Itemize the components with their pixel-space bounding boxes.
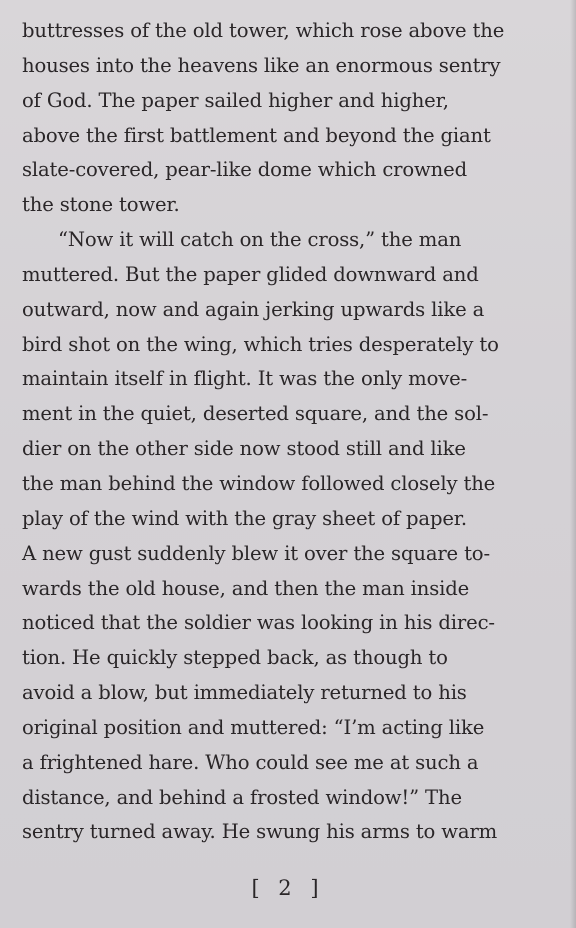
text-line-6: the stone tower. [22, 193, 180, 217]
text-line-20: avoid a blow, but immediately returned to his [22, 681, 467, 705]
text-line-23: distance, and behind a frosted window!” The [22, 785, 462, 809]
text-line-22: a frightened hare. Who could see me at such a [22, 750, 479, 774]
text-line-8: muttered. But the paper glided downward and [22, 262, 479, 286]
body-text [22, 14, 568, 850]
text-line-4: above the first battlement and beyond the giant [22, 123, 491, 147]
text-line-1: buttresses of the old tower, which rose above the [22, 19, 505, 42]
text-line-19: tion. He quickly stepped back, as though to [22, 646, 448, 670]
text-line-5: slate-covered, pear-like dome which crowned [22, 158, 467, 182]
text-line-9: outward, now and again jerking upwards like a [22, 297, 485, 321]
text-line-10: bird shot on the wing, which tries desperately to [22, 332, 499, 356]
text-line-15: play of the wind with the gray sheet of paper. [22, 506, 467, 530]
text-line-2: houses into the heavens like an enormous sentry [22, 53, 501, 77]
text-line-14: the man behind the window followed closely the [22, 471, 496, 495]
text-line-11: maintain itself in flight. It was the only move- [22, 367, 468, 391]
text-line-3: of God. The paper sailed higher and higher, [22, 88, 449, 112]
page-number: [ 2 ] [251, 876, 325, 900]
text-line-16: A new gust suddenly blew it over the square to- [22, 541, 490, 565]
text-line-12: ment in the quiet, deserted square, and the sol- [22, 402, 489, 426]
text-line-13: dier on the other side now stood still and like [22, 437, 466, 461]
text-line-24: sentry turned away. He swung his arms to warm [22, 820, 498, 844]
text-line-7: “Now it will catch on the cross,” the man [58, 228, 462, 252]
page-edge-shadow [570, 0, 576, 928]
text-line-17: wards the old house, and then the man inside [22, 576, 470, 600]
text-line-18: noticed that the soldier was looking in his direc- [22, 611, 495, 635]
text-line-21: original position and muttered: “I’m acting like [22, 715, 485, 739]
